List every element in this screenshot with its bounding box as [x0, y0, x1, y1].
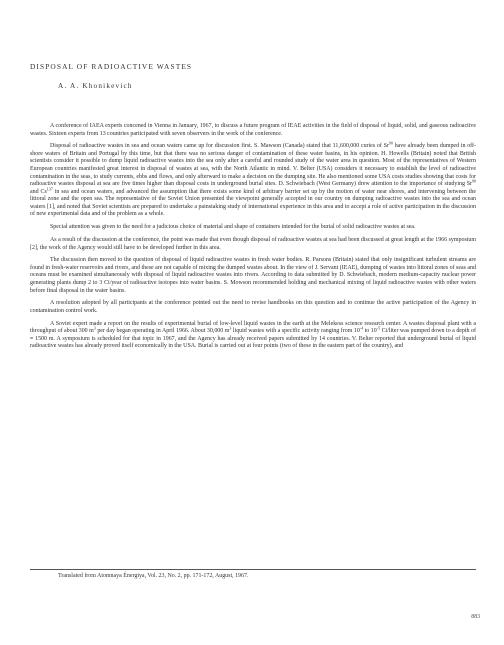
article-title: DISPOSAL OF RADIOACTIVE WASTES [30, 62, 193, 71]
paragraph [30, 143, 476, 218]
superscript: 3 [229, 325, 232, 331]
text-run: to 10 [363, 328, 377, 335]
superscript: 137 [46, 186, 53, 192]
footnote-divider [30, 569, 476, 570]
article-body [30, 123, 476, 356]
superscript: 90 [388, 141, 393, 146]
superscript: -5 [376, 325, 381, 331]
text-run: have already been dumped in off-shore waters of Britain and Portugal by this time, but that there was no serious danger of contamination of these water basins, in his opinion. H. Howells (Britain) noted that British scientists consider it possible to dump liquid radioactive wastes into the sea only after a careful and rounded study of the water area in question. Most of the representatives of Western European countries manifested great interest in disposal of wastes at sea, with the North Atlantic in mind. V. Belter (USA) considers it necessary to establish the level of radioactive contamination in the seas, to study currents, ebbs and flows, and only afterward to make a decision on the dumping site. He also mentioned some USA costs studies showing that costs for radioactive wastes disposal at sea are five times higher than disposal costs in underground burial sites. D. Schwiebach (West Germany) drew attention to the importance of studying Sr [30, 143, 476, 188]
article-author: A. A. Khonikevich [58, 82, 133, 90]
text-run: A Soviet expert made a report on the results of experimental burial of low-level liquid wastes in the earth at the Melekess science research center. A wastes disposal plant with a throughput of about 300 m [30, 320, 476, 335]
text-run: Ci/liter was pumped down to a depth of ≈ 1500 m. A symposium is scheduled for that topic in 1967, and the Agency has already received papers submitted by 14 countries. V. Belter reported that underground burial of liquid radioactive wastes has already proved itself economically in the USA. Burial is carried out at four points (two of these in the eastern part of the country), and [30, 328, 476, 350]
text-run: and Cs [30, 188, 47, 195]
superscript: 3 [93, 325, 96, 331]
paragraph: The discussion then moved to the question of disposal of liquid radioactive wastes in fresh water bodies. R. Parsons (Britain) stated that only insignificant turbulent streams are found in fresh-water reservoirs and rivers, and these are not capable of mixing the dumped wastes about. In the view of J. Servant (IEAE), dumping of wastes into littoral zones of seas and oceans must be examined simultaneously with disposal of liquid radioactive wastes into rivers. According to data submitted by D. Schwiebach, modern medium-capacity nuclear power generating plants dump 2 to 3 Ci/year of radioactive isotopes into water basins. S. Mowson recommended holding and mechanical mixing of liquid radioactive wastes with other waters before final disposal in the water basins. [30, 257, 476, 294]
paragraph: A resolution adopted by all participants at the conference pointed out the need to revise handbooks on this question and to continue the active participation of the Agency in contamination control work. [30, 300, 476, 314]
paragraph [30, 321, 476, 351]
superscript: 90 [472, 178, 476, 184]
paragraph: As a result of the discussion at the conference, the point was made that even though disposal of radioactive wastes at sea had been discussed at great length at the 1966 symposium [2], the work of the Agency would still have to be developed further in this area. [30, 237, 476, 251]
page-number: 883 [471, 614, 480, 620]
text-run: Disposal of radioactive wastes in sea and ocean waters came up for discussion first. S. Mawson (Canada) stated that 11,600,000 curies of Sr [50, 143, 389, 150]
text-run: liquid wastes with a specific activity ranging from 10 [231, 328, 360, 335]
paragraph: Special attention was given to the need for a judicious choice of material and shape of containers intended for the burial of solid radioactive wastes at sea. [50, 224, 416, 231]
text-run: per day began operating in April 1966. About 30,000 m [95, 328, 230, 335]
paragraph: A conference of IAEA experts concened in Vienna in January, 1967, to discuss a future program of IEAE activities in the field of disposal of liquid, solid, and gaseous radioactive wastes. Sixteen experts from 13 countries participated with seven observers in the work of the conference. [30, 123, 476, 137]
superscript: -4 [359, 325, 364, 331]
translation-footnote: Translated from Atomnaya Énergiya, Vol. 23, No. 2, pp. 171-172, August, 1967. [58, 573, 249, 579]
text-run: in sea and ocean waters, and advanced the assumption that there exists some kind of arbitrary barrier set up by the motion of water near shores, and intervening between the littoral zone and the open sea. The representative of the Soviet Union presented the viewpoint generally accepted in our country on dumping radioactive wastes into the sea and ocean waters [1], and noted that Soviet scientists are prepared to undertake a painstaking study of international experience in this area and to accept a role of active participation in the discussion of new experimental data and of the problem as a whole. [30, 188, 476, 218]
